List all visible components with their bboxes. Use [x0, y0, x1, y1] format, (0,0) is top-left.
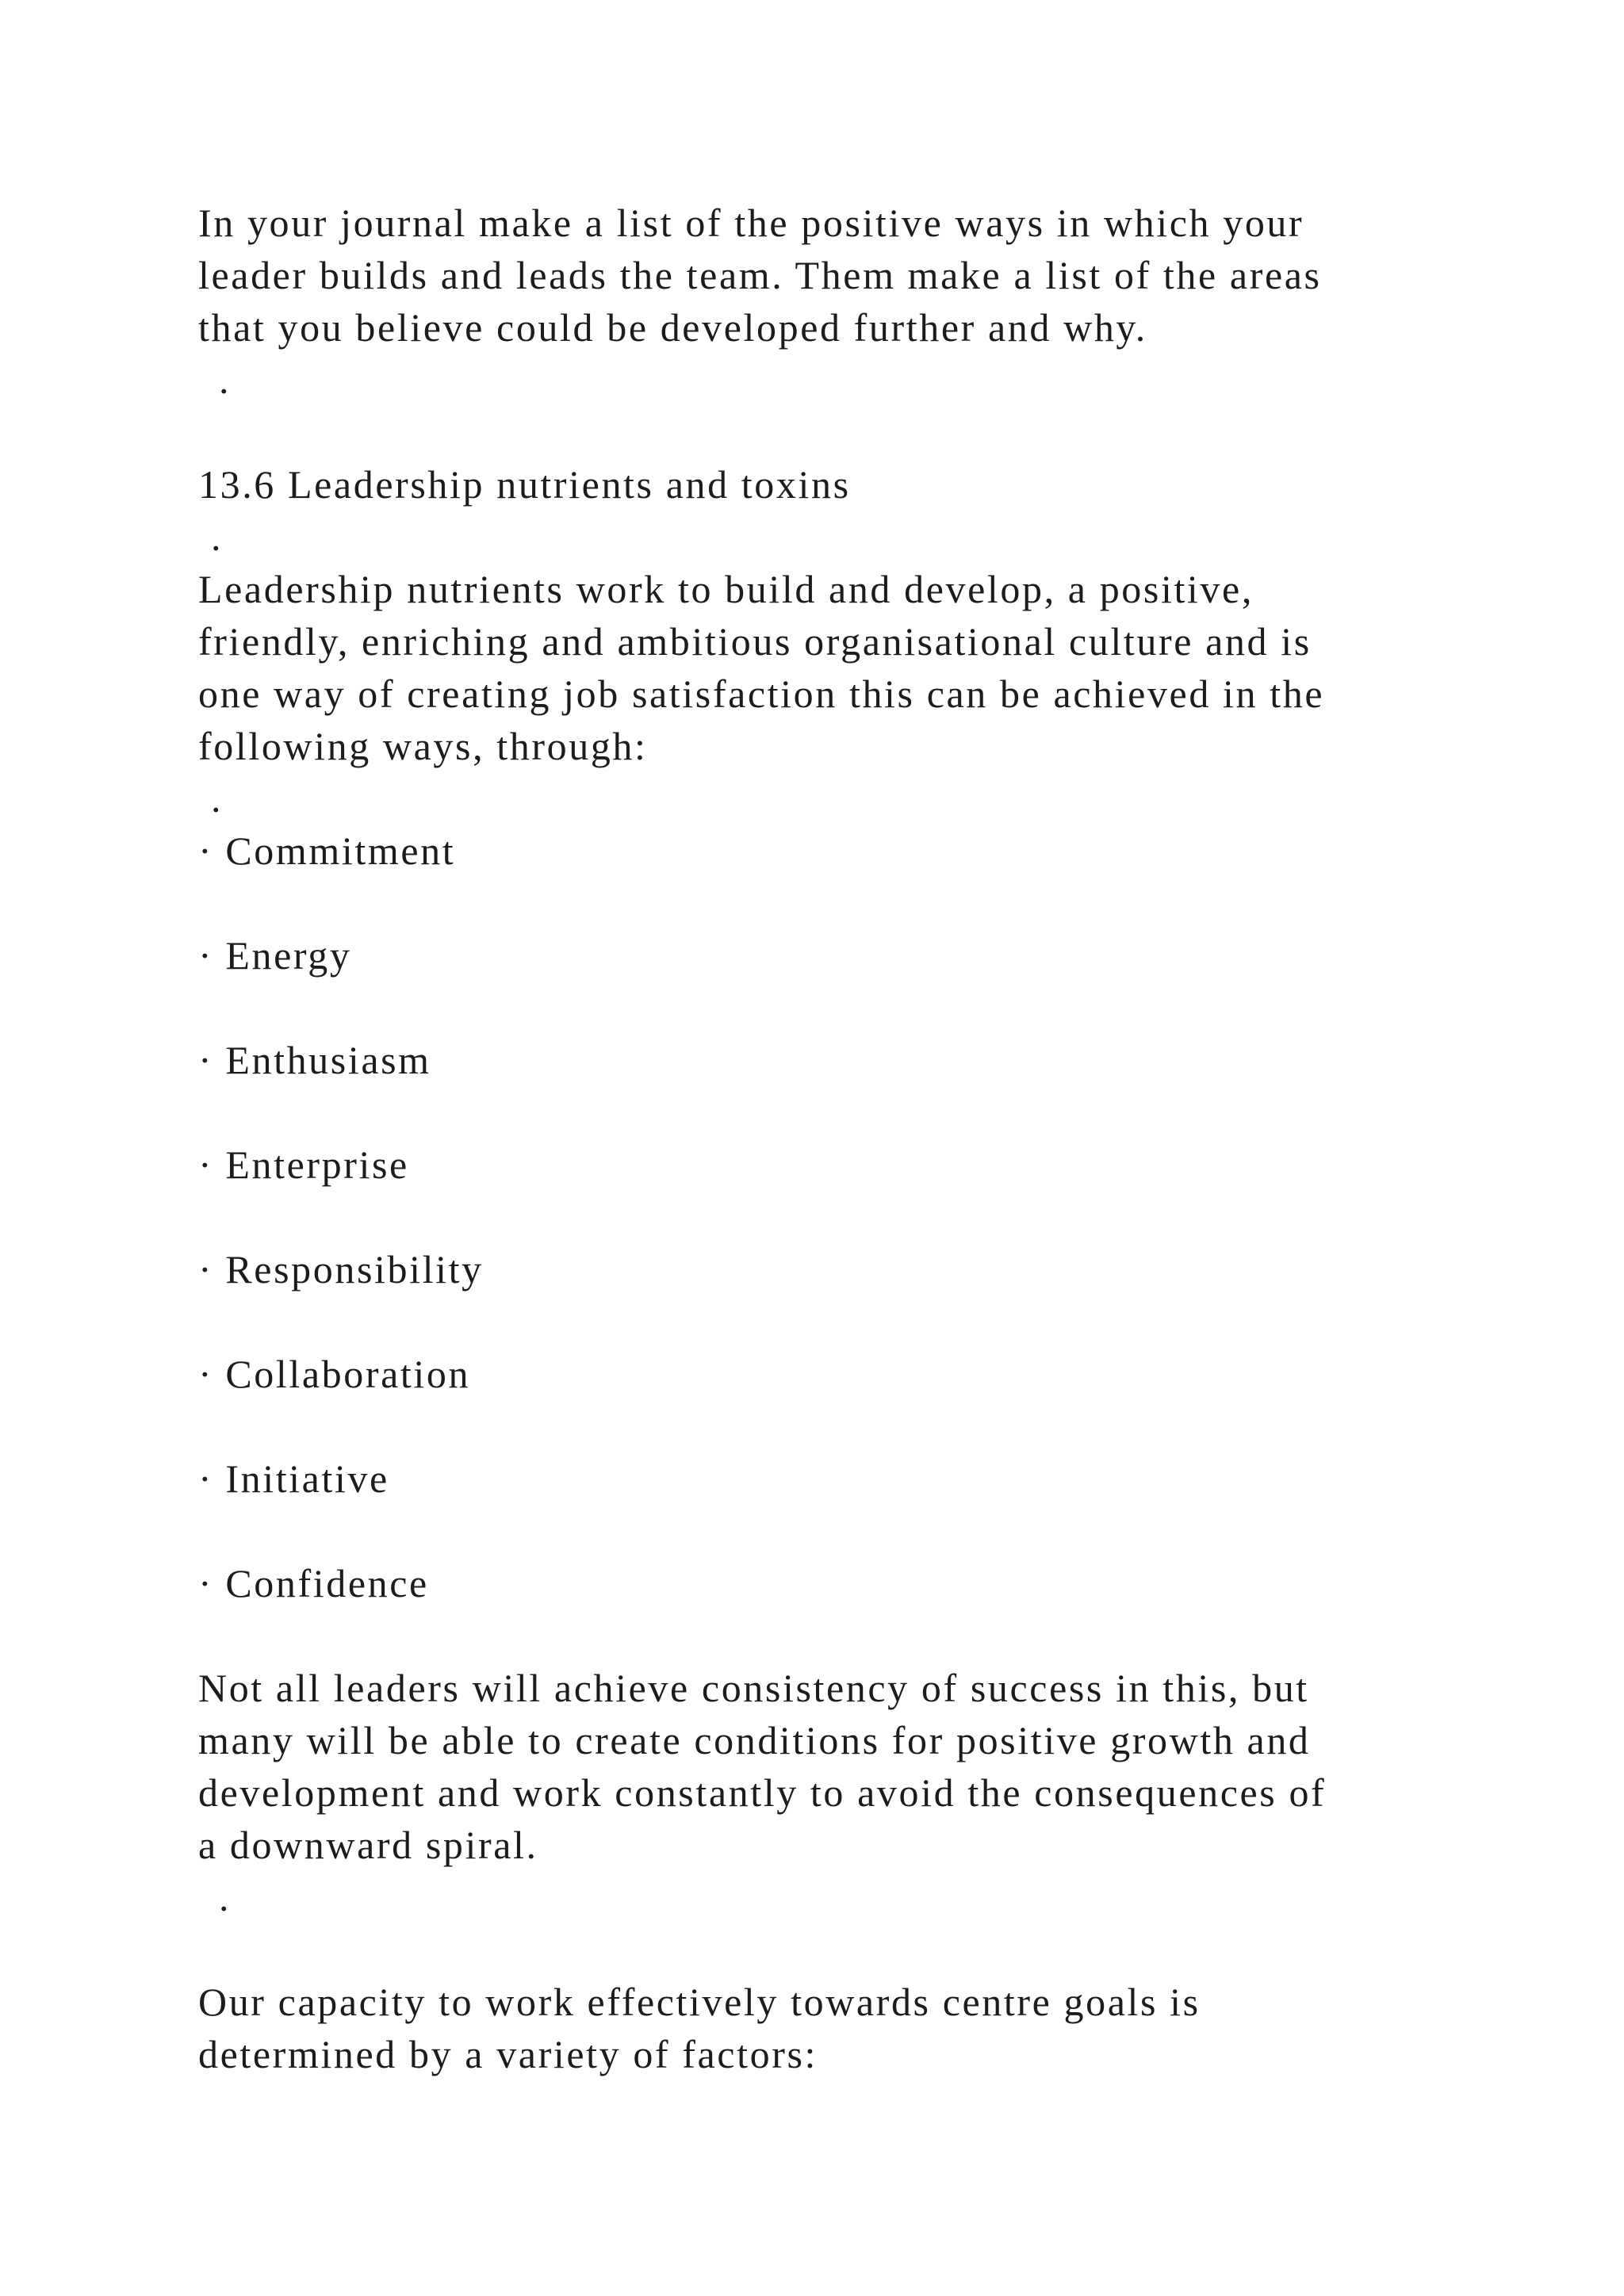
blank-line — [198, 1923, 1467, 1976]
list-item: · Enthusiasm — [198, 1038, 431, 1082]
list-item: · Collaboration — [198, 1352, 471, 1396]
blank-line — [198, 406, 1467, 458]
list-item: · Initiative — [198, 1456, 389, 1501]
section-heading: 13.6 Leadership nutrients and toxins — [198, 462, 851, 507]
list-item: · Commitment — [198, 828, 456, 873]
list-item: · Confidence — [198, 1561, 429, 1605]
nutrients-paragraph: Leadership nutrients work to build and develop, a positive, friendly, enriching and ambitious organisational culture and is one way of creating job satisfaction this can be achieved in the following ways, through: — [198, 567, 1325, 768]
separator-dot: . — [219, 1875, 232, 1919]
document-body — [198, 197, 1467, 2080]
nutrients-list — [198, 825, 1467, 1662]
separator-dot: . — [211, 776, 224, 821]
list-item: · Responsibility — [198, 1247, 484, 1292]
list-item: · Energy — [198, 933, 352, 978]
separator-dot: . — [211, 515, 224, 559]
list-item: · Enterprise — [198, 1142, 409, 1187]
capacity-paragraph: Our capacity to work effectively towards centre goals is determined by a variety of factors: — [198, 1980, 1201, 2076]
consistency-paragraph: Not all leaders will achieve consistency of success in this, but many will be able to create conditions for positive growth and development and work constantly to avoid the consequences of a downward spiral. — [198, 1666, 1327, 1867]
separator-dot: . — [219, 358, 232, 402]
intro-paragraph: In your journal make a list of the positive ways in which your leader builds and leads the team. Them make a list of the areas that you believe could be developed further and why. — [198, 201, 1322, 350]
